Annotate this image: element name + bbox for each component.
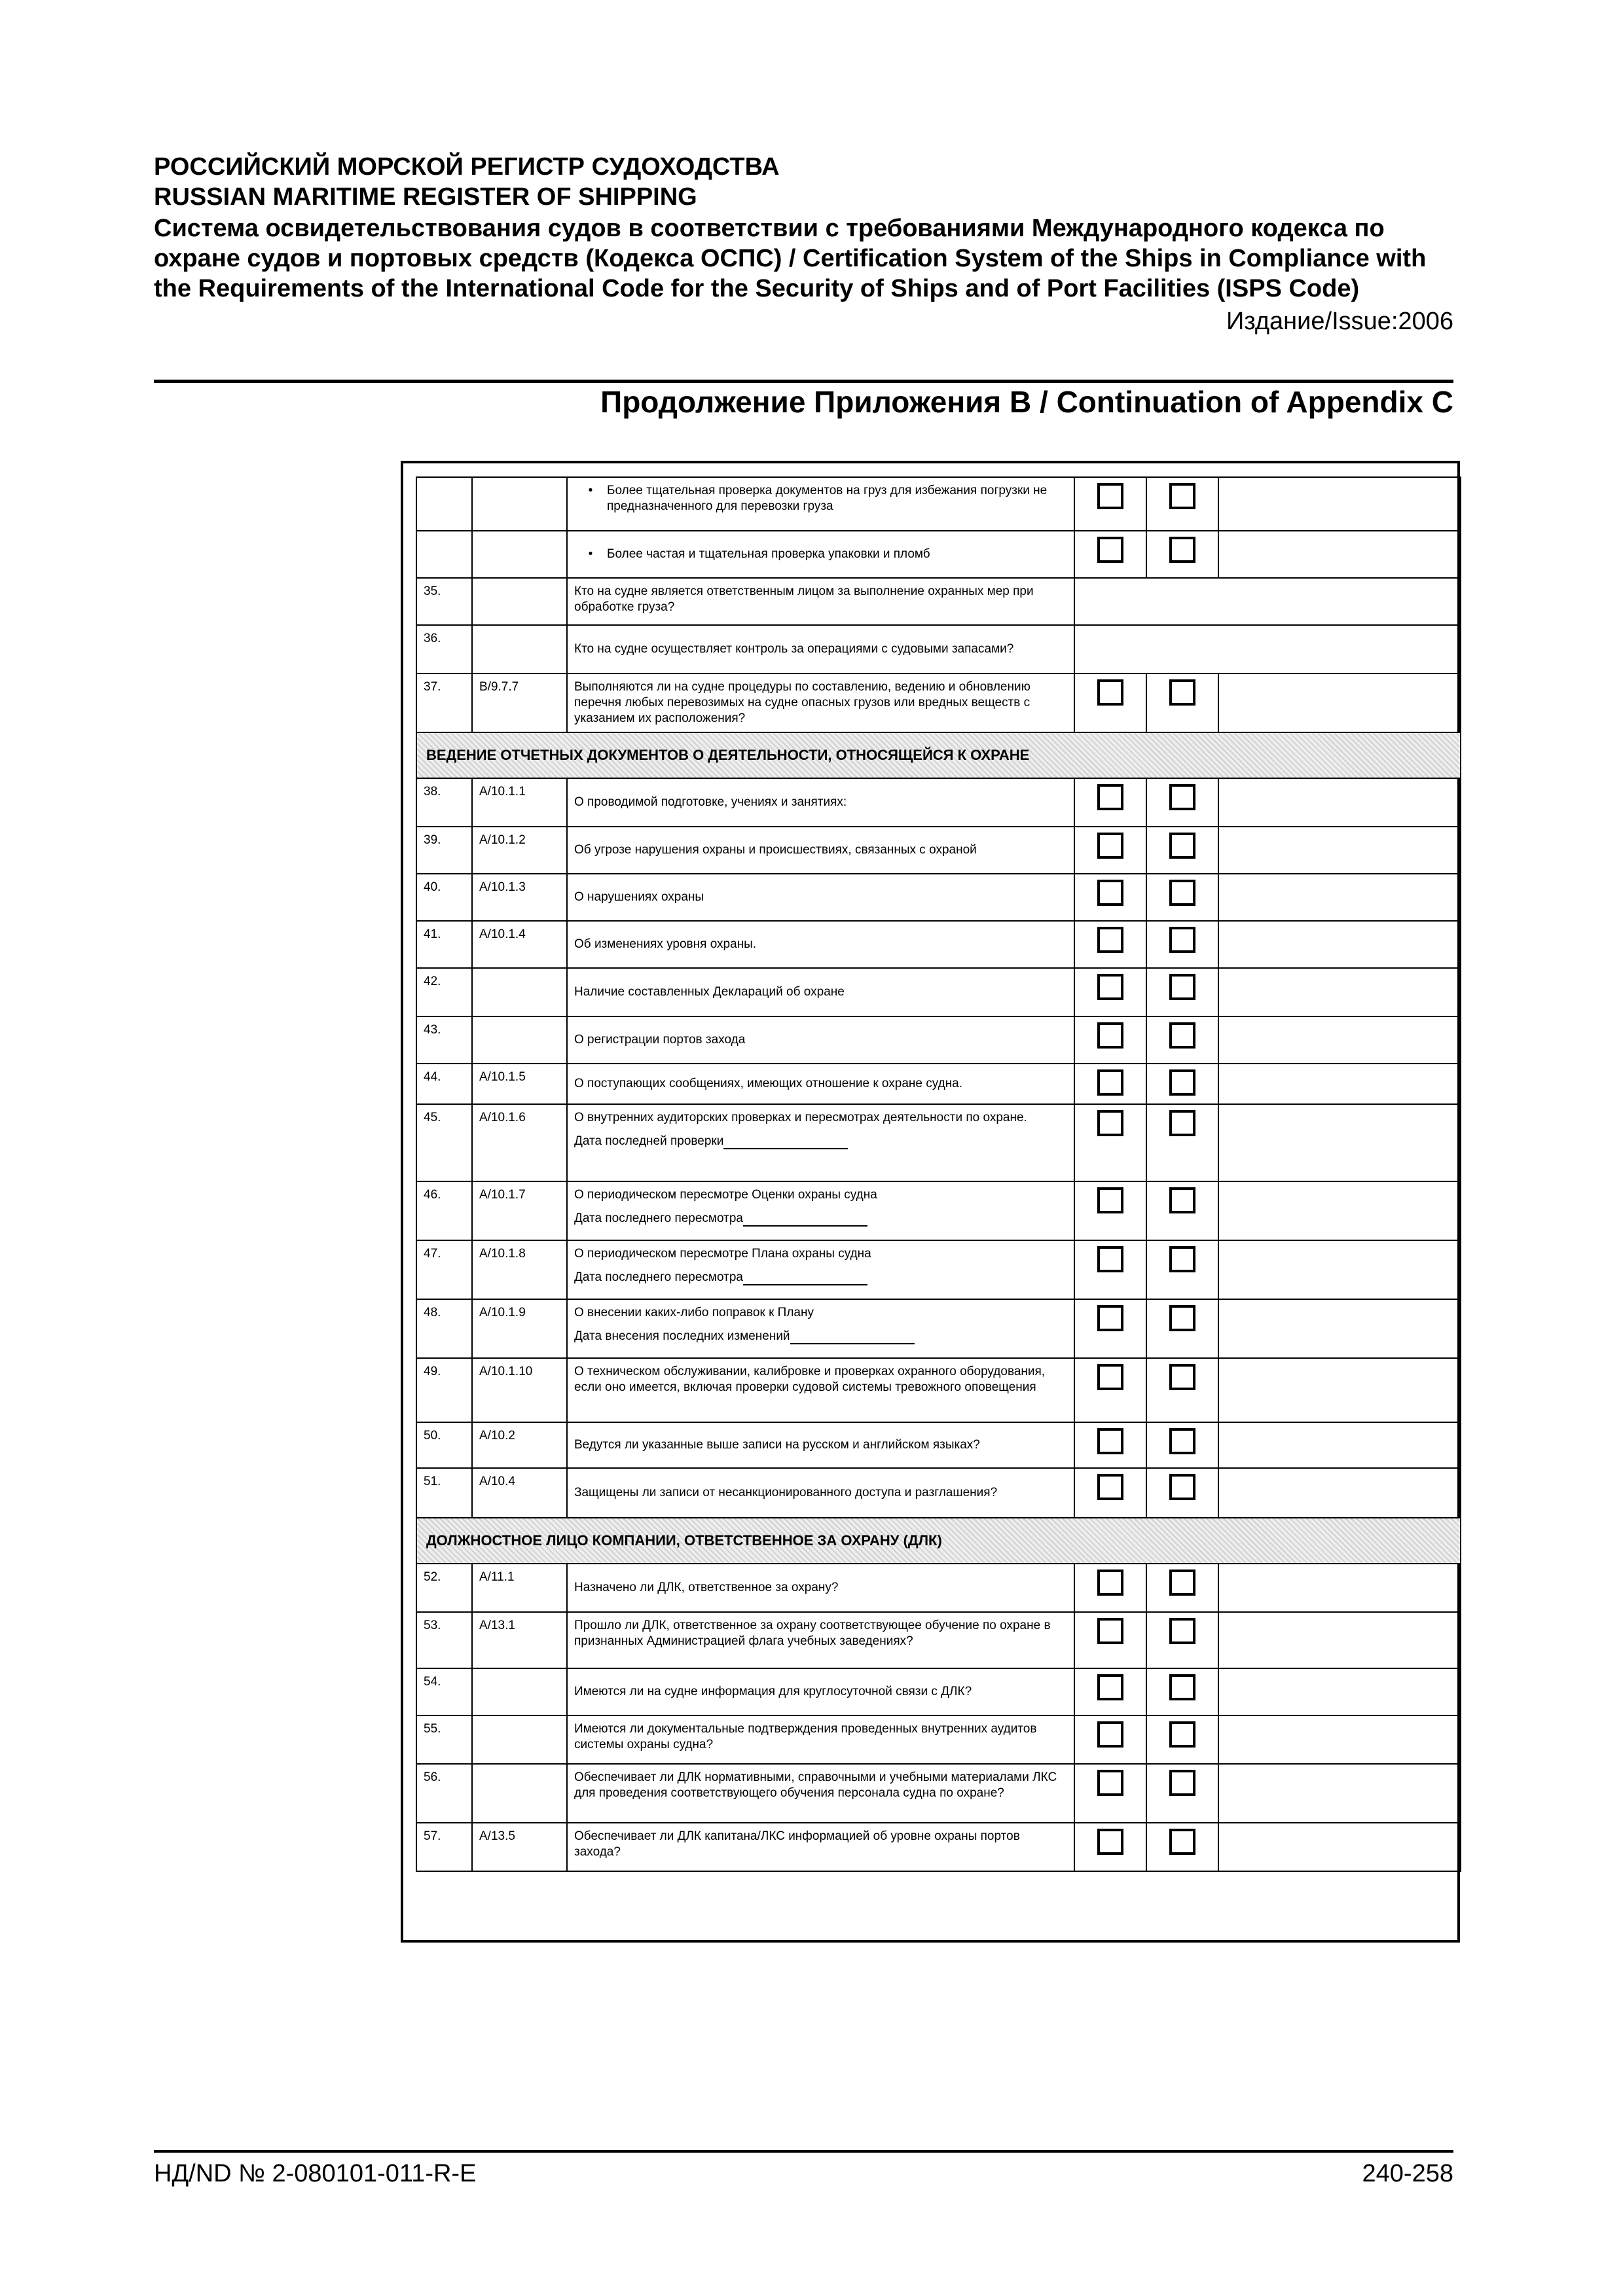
row-number: 40.	[416, 874, 472, 921]
row-question	[567, 1240, 1074, 1299]
checkbox-yes[interactable]	[1097, 1364, 1123, 1390]
date-field[interactable]: Дата последней проверки	[574, 1134, 1067, 1149]
table-row	[416, 625, 1461, 673]
checkbox-yes[interactable]	[1097, 1246, 1123, 1272]
checkbox-no[interactable]	[1169, 679, 1195, 706]
row-number: 41.	[416, 921, 472, 968]
checkbox-no[interactable]	[1169, 1022, 1195, 1049]
row-reference	[472, 1715, 567, 1764]
row-reference: A/10.1.8	[472, 1240, 567, 1299]
row-reference: A/10.1.10	[472, 1358, 567, 1422]
checkbox-yes[interactable]	[1097, 1721, 1123, 1748]
bullet-text: Более тщательная проверка документов на груз для избежания погрузки не предназначенного для перевозки груза	[607, 484, 1048, 513]
table-section-2	[416, 1518, 1461, 1564]
row-reference: B/9.7.7	[472, 673, 567, 732]
remarks-cell[interactable]	[1218, 1422, 1461, 1468]
question-text: О периодическом пересмотре Плана охраны судна	[574, 1247, 871, 1261]
row-number: 37.	[416, 673, 472, 732]
checkbox-no[interactable]	[1169, 1674, 1195, 1700]
row-number: 55.	[416, 1715, 472, 1764]
section-row	[416, 732, 1461, 778]
row-number: 38.	[416, 778, 472, 827]
row-reference	[472, 968, 567, 1016]
date-input-line[interactable]	[790, 1331, 915, 1344]
date-input-line[interactable]	[723, 1136, 848, 1149]
checkbox-no[interactable]	[1169, 1570, 1195, 1596]
question-text: О поступающих сообщениях, имеющих отношение к охране судна.	[574, 1077, 963, 1090]
checkbox-no[interactable]	[1169, 1474, 1195, 1500]
question-text: Обеспечивает ли ДЛК нормативными, справочными и учебными материалами ЛКС для проведения соответствующего обучения персонала судна по охране?	[574, 1770, 1057, 1800]
checkbox-no[interactable]	[1169, 974, 1195, 1000]
table-row	[416, 1422, 1461, 1468]
question-text: Выполняются ли на судне процедуры по составлению, ведению и обновлению перечня любых перевозимых на судне опасных грузов или вредных веществ с указанием их расположения?	[574, 680, 1030, 725]
remarks-cell[interactable]	[1218, 1468, 1461, 1518]
table-row	[416, 1064, 1461, 1104]
doc-number: НД/ND № 2-080101-011-R-E	[154, 2160, 477, 2187]
row-reference: A/10.1.9	[472, 1299, 567, 1358]
remarks-cell[interactable]	[1218, 1668, 1461, 1715]
remarks-cell[interactable]	[1218, 1612, 1461, 1668]
row-reference: A/10.1.7	[472, 1181, 567, 1240]
table-row	[416, 1016, 1461, 1064]
question-text: Имеются ли документальные подтверждения проведенных внутренних аудитов системы охраны судна?	[574, 1722, 1037, 1751]
row-number: 52.	[416, 1564, 472, 1612]
row-number: 53.	[416, 1612, 472, 1668]
question-text: Ведутся ли указанные выше записи на русском и английском языках?	[574, 1438, 980, 1452]
row-number: 43.	[416, 1016, 472, 1064]
checkbox-yes[interactable]	[1097, 927, 1123, 953]
date-field[interactable]: Дата последнего пересмотра	[574, 1211, 1067, 1227]
checkbox-no[interactable]	[1169, 1246, 1195, 1272]
org-name-ru: РОССИЙСКИЙ МОРСКОЙ РЕГИСТР СУДОХОДСТВА	[154, 153, 780, 181]
date-field[interactable]: Дата последнего пересмотра	[574, 1270, 1067, 1285]
date-field[interactable]: Дата внесения последних изменений	[574, 1329, 1067, 1344]
row-question	[567, 1668, 1074, 1715]
remarks-cell[interactable]	[1218, 921, 1461, 968]
checkbox-yes[interactable]	[1097, 1770, 1123, 1796]
checkbox-yes[interactable]	[1097, 1187, 1123, 1213]
question-text: Защищены ли записи от несанкционированного доступа и разглашения?	[574, 1486, 998, 1499]
table-row	[416, 1104, 1461, 1181]
checkbox-yes[interactable]	[1097, 784, 1123, 810]
row-number: 50.	[416, 1422, 472, 1468]
checkbox-yes[interactable]	[1097, 974, 1123, 1000]
footer-rule	[154, 2150, 1453, 2153]
checkbox-yes[interactable]	[1097, 679, 1123, 706]
checkbox-no[interactable]	[1169, 1618, 1195, 1644]
checkbox-yes[interactable]	[1097, 1474, 1123, 1500]
checkbox-yes[interactable]	[1097, 1829, 1123, 1855]
remarks-cell[interactable]	[1218, 1104, 1461, 1181]
row-number: 54.	[416, 1668, 472, 1715]
section-title: ВЕДЕНИЕ ОТЧЕТНЫХ ДОКУМЕНТОВ О ДЕЯТЕЛЬНОСТИ, ОТНОСЯЩЕЙСЯ К ОХРАНЕ	[416, 732, 1461, 778]
document-header	[154, 152, 1453, 336]
table-section-1	[416, 732, 1461, 778]
row-number: 56.	[416, 1764, 472, 1823]
remarks-cell[interactable]	[1218, 1764, 1461, 1823]
row-number: 36.	[416, 625, 472, 673]
checkbox-no[interactable]	[1169, 1770, 1195, 1796]
question-text: О техническом обслуживании, калибровке и проверках охранного оборудования, если оно имеется, включая проверки судовой системы тревожного оповещения	[574, 1365, 1046, 1394]
system-title: Система освидетельствования судов в соответствии с требованиями Международного кодекса по охране судов и портовых средств (Кодекса ОСПС) / Certification System of the Ships in Compliance with the Requirements of the International Code for the Security of Ships and of Port Facilities (ISPS Code)	[154, 215, 1427, 302]
table-row: • Более тщательная проверка документов на груз для избежания погрузки не предназначенного для перевозки груза	[416, 477, 1461, 531]
row-reference: A/10.2	[472, 1422, 567, 1468]
answer-cell[interactable]	[1074, 578, 1461, 625]
table-row	[416, 921, 1461, 968]
table-row	[416, 874, 1461, 921]
row-reference: A/13.1	[472, 1612, 567, 1668]
row-number: 47.	[416, 1240, 472, 1299]
checkbox-yes[interactable]	[1097, 1069, 1123, 1096]
question-text: О регистрации портов захода	[574, 1033, 746, 1047]
table-row-empty	[416, 1871, 1461, 1910]
row-question	[567, 874, 1074, 921]
checkbox-no[interactable]	[1169, 833, 1195, 859]
row-reference: A/10.1.5	[472, 1064, 567, 1104]
remarks-cell[interactable]	[1218, 1240, 1461, 1299]
remarks-cell[interactable]	[1218, 1299, 1461, 1358]
table-row	[416, 1764, 1461, 1823]
table-row	[416, 778, 1461, 827]
question-text: Кто на судне осуществляет контроль за операциями с судовыми запасами?	[574, 642, 1014, 656]
row-question	[567, 1181, 1074, 1240]
checkbox-yes[interactable]	[1097, 1618, 1123, 1644]
row-reference	[472, 1668, 567, 1715]
row-number: 35.	[416, 578, 472, 625]
row-number: 44.	[416, 1064, 472, 1104]
checkbox-no[interactable]	[1169, 1305, 1195, 1331]
row-question	[567, 1104, 1074, 1181]
checkbox-yes[interactable]	[1097, 1305, 1123, 1331]
row-reference: A/10.4	[472, 1468, 567, 1518]
remarks-cell[interactable]	[1218, 531, 1461, 578]
table-row	[416, 1299, 1461, 1358]
question-text: Прошло ли ДЛК, ответственное за охрану соответствующее обучение по охране в признанных Администрацией флага учебных заведениях?	[574, 1619, 1051, 1648]
table-row	[416, 827, 1461, 874]
row-number: 48.	[416, 1299, 472, 1358]
row-question	[567, 1064, 1074, 1104]
org-name-en: RUSSIAN MARITIME REGISTER OF SHIPPING	[154, 183, 697, 211]
row-number: 49.	[416, 1358, 472, 1422]
table-row	[416, 1823, 1461, 1871]
remarks-cell[interactable]	[1218, 1181, 1461, 1240]
row-number: 42.	[416, 968, 472, 1016]
checklist-table	[416, 476, 1461, 1910]
table-row	[416, 578, 1461, 625]
checkbox-yes[interactable]	[1097, 1570, 1123, 1596]
row-reference: A/10.1.1	[472, 778, 567, 827]
row-number: 51.	[416, 1468, 472, 1518]
checkbox-yes[interactable]	[1097, 1110, 1123, 1136]
bullet-text: Более частая и тщательная проверка упаковки и пломб	[607, 547, 930, 561]
checkbox-no[interactable]	[1169, 784, 1195, 810]
row-question	[567, 1564, 1074, 1612]
checkbox-no[interactable]	[1169, 1187, 1195, 1213]
row-question	[567, 1016, 1074, 1064]
checkbox-no[interactable]	[1169, 927, 1195, 953]
row-question	[567, 827, 1074, 874]
question-text: О проводимой подготовке, учениях и занятиях:	[574, 795, 847, 809]
row-reference: A/11.1	[472, 1564, 567, 1612]
checkbox-yes[interactable]	[1097, 880, 1123, 906]
date-input-line[interactable]	[743, 1213, 867, 1227]
checkbox-no[interactable]	[1169, 1721, 1195, 1748]
question-text: Наличие составленных Деклараций об охране	[574, 985, 845, 999]
header-rule	[154, 380, 1453, 383]
question-text: Обеспечивает ли ДЛК капитана/ЛКС информацией об уровне охраны портов захода?	[574, 1829, 1020, 1859]
row-reference	[472, 1764, 567, 1823]
row-question	[567, 673, 1074, 732]
appendix-title: Продолжение Приложения В / Continuation of Appendix C	[600, 385, 1453, 419]
row-reference	[472, 578, 567, 625]
row-reference: A/10.1.3	[472, 874, 567, 921]
question-text: О нарушениях охраны	[574, 890, 704, 904]
question-text: Назначено ли ДЛК, ответственное за охрану?	[574, 1581, 839, 1594]
checkbox-no[interactable]	[1169, 1069, 1195, 1096]
remarks-cell[interactable]	[1218, 968, 1461, 1016]
checkbox-yes[interactable]	[1097, 833, 1123, 859]
section-title: ДОЛЖНОСТНОЕ ЛИЦО КОМПАНИИ, ОТВЕТСТВЕННОЕ ЗА ОХРАНУ (ДЛК)	[416, 1518, 1461, 1564]
row-question	[567, 921, 1074, 968]
checkbox-yes[interactable]	[1097, 1022, 1123, 1049]
row-reference	[472, 1016, 567, 1064]
table-row	[416, 1564, 1461, 1612]
checkbox-no[interactable]	[1169, 1428, 1195, 1454]
question-text: Имеются ли на судне информация для круглосуточной связи с ДЛК?	[574, 1685, 972, 1698]
remarks-cell[interactable]	[1218, 778, 1461, 827]
row-number: 39.	[416, 827, 472, 874]
row-question	[567, 1764, 1074, 1823]
checkbox-no[interactable]	[1169, 1364, 1195, 1390]
table-row	[416, 1715, 1461, 1764]
question-text: Кто на судне является ответственным лицом за выполнение охранных мер при обработке груза?	[574, 584, 1034, 614]
remarks-cell[interactable]	[1218, 874, 1461, 921]
checkbox-yes[interactable]	[1097, 1674, 1123, 1700]
row-question	[567, 578, 1074, 625]
checkbox-no[interactable]	[1169, 1829, 1195, 1855]
row-question	[567, 1358, 1074, 1422]
question-text: Об изменениях уровня охраны.	[574, 937, 757, 951]
table-row	[416, 673, 1461, 732]
remarks-cell[interactable]	[1218, 1358, 1461, 1422]
table-row	[416, 968, 1461, 1016]
page-number: 240-258	[1362, 2160, 1453, 2187]
checkbox-no[interactable]	[1169, 537, 1195, 563]
checkbox-no[interactable]	[1169, 1110, 1195, 1136]
row-question	[567, 1715, 1074, 1764]
question-text: О внутренних аудиторских проверках и пересмотрах деятельности по охране.	[574, 1111, 1027, 1124]
table-body-top	[416, 477, 1461, 578]
row-reference: A/10.1.2	[472, 827, 567, 874]
row-question	[567, 968, 1074, 1016]
row-reference: A/10.1.4	[472, 921, 567, 968]
row-number: 57.	[416, 1823, 472, 1871]
table-body-rows-a	[416, 578, 1461, 732]
checkbox-no[interactable]	[1169, 880, 1195, 906]
question-text: О внесении каких-либо поправок к Плану	[574, 1306, 814, 1319]
row-question	[567, 1468, 1074, 1518]
answer-cell[interactable]	[1074, 625, 1461, 673]
remarks-cell[interactable]	[1218, 1064, 1461, 1104]
row-reference: A/10.1.6	[472, 1104, 567, 1181]
row-number: 45.	[416, 1104, 472, 1181]
row-question	[567, 1612, 1074, 1668]
issue-label: Издание/Issue:2006	[1226, 308, 1453, 335]
table-row	[416, 1240, 1461, 1299]
row-question	[567, 625, 1074, 673]
remarks-cell[interactable]	[1218, 1823, 1461, 1871]
table-body-rows-c	[416, 1564, 1461, 1910]
row-question	[567, 1299, 1074, 1358]
question-text: О периодическом пересмотре Оценки охраны судна	[574, 1188, 877, 1202]
table-row	[416, 1358, 1461, 1422]
remarks-cell[interactable]	[1218, 827, 1461, 874]
checkbox-yes[interactable]	[1097, 1428, 1123, 1454]
question-text: Об угрозе нарушения охраны и происшествиях, связанных с охраной	[574, 843, 977, 857]
table-row	[416, 1668, 1461, 1715]
table-row	[416, 1181, 1461, 1240]
remarks-cell[interactable]	[1218, 673, 1461, 732]
section-row	[416, 1518, 1461, 1564]
remarks-cell[interactable]	[1218, 1016, 1461, 1064]
checkbox-no[interactable]	[1169, 483, 1195, 509]
row-question	[567, 1823, 1074, 1871]
table-row: • Более частая и тщательная проверка упаковки и пломб	[416, 531, 1461, 578]
remarks-cell[interactable]	[1218, 477, 1461, 531]
table-row	[416, 1468, 1461, 1518]
row-question	[567, 778, 1074, 827]
row-question	[567, 1422, 1074, 1468]
remarks-cell[interactable]	[1218, 1715, 1461, 1764]
table-row	[416, 1612, 1461, 1668]
row-reference	[472, 625, 567, 673]
remarks-cell[interactable]	[1218, 1564, 1461, 1612]
table-body-rows-b	[416, 778, 1461, 1518]
row-reference: A/13.5	[472, 1823, 567, 1871]
date-input-line[interactable]	[743, 1272, 867, 1285]
checkbox-yes[interactable]	[1097, 483, 1123, 509]
row-number: 46.	[416, 1181, 472, 1240]
checkbox-yes[interactable]	[1097, 537, 1123, 563]
